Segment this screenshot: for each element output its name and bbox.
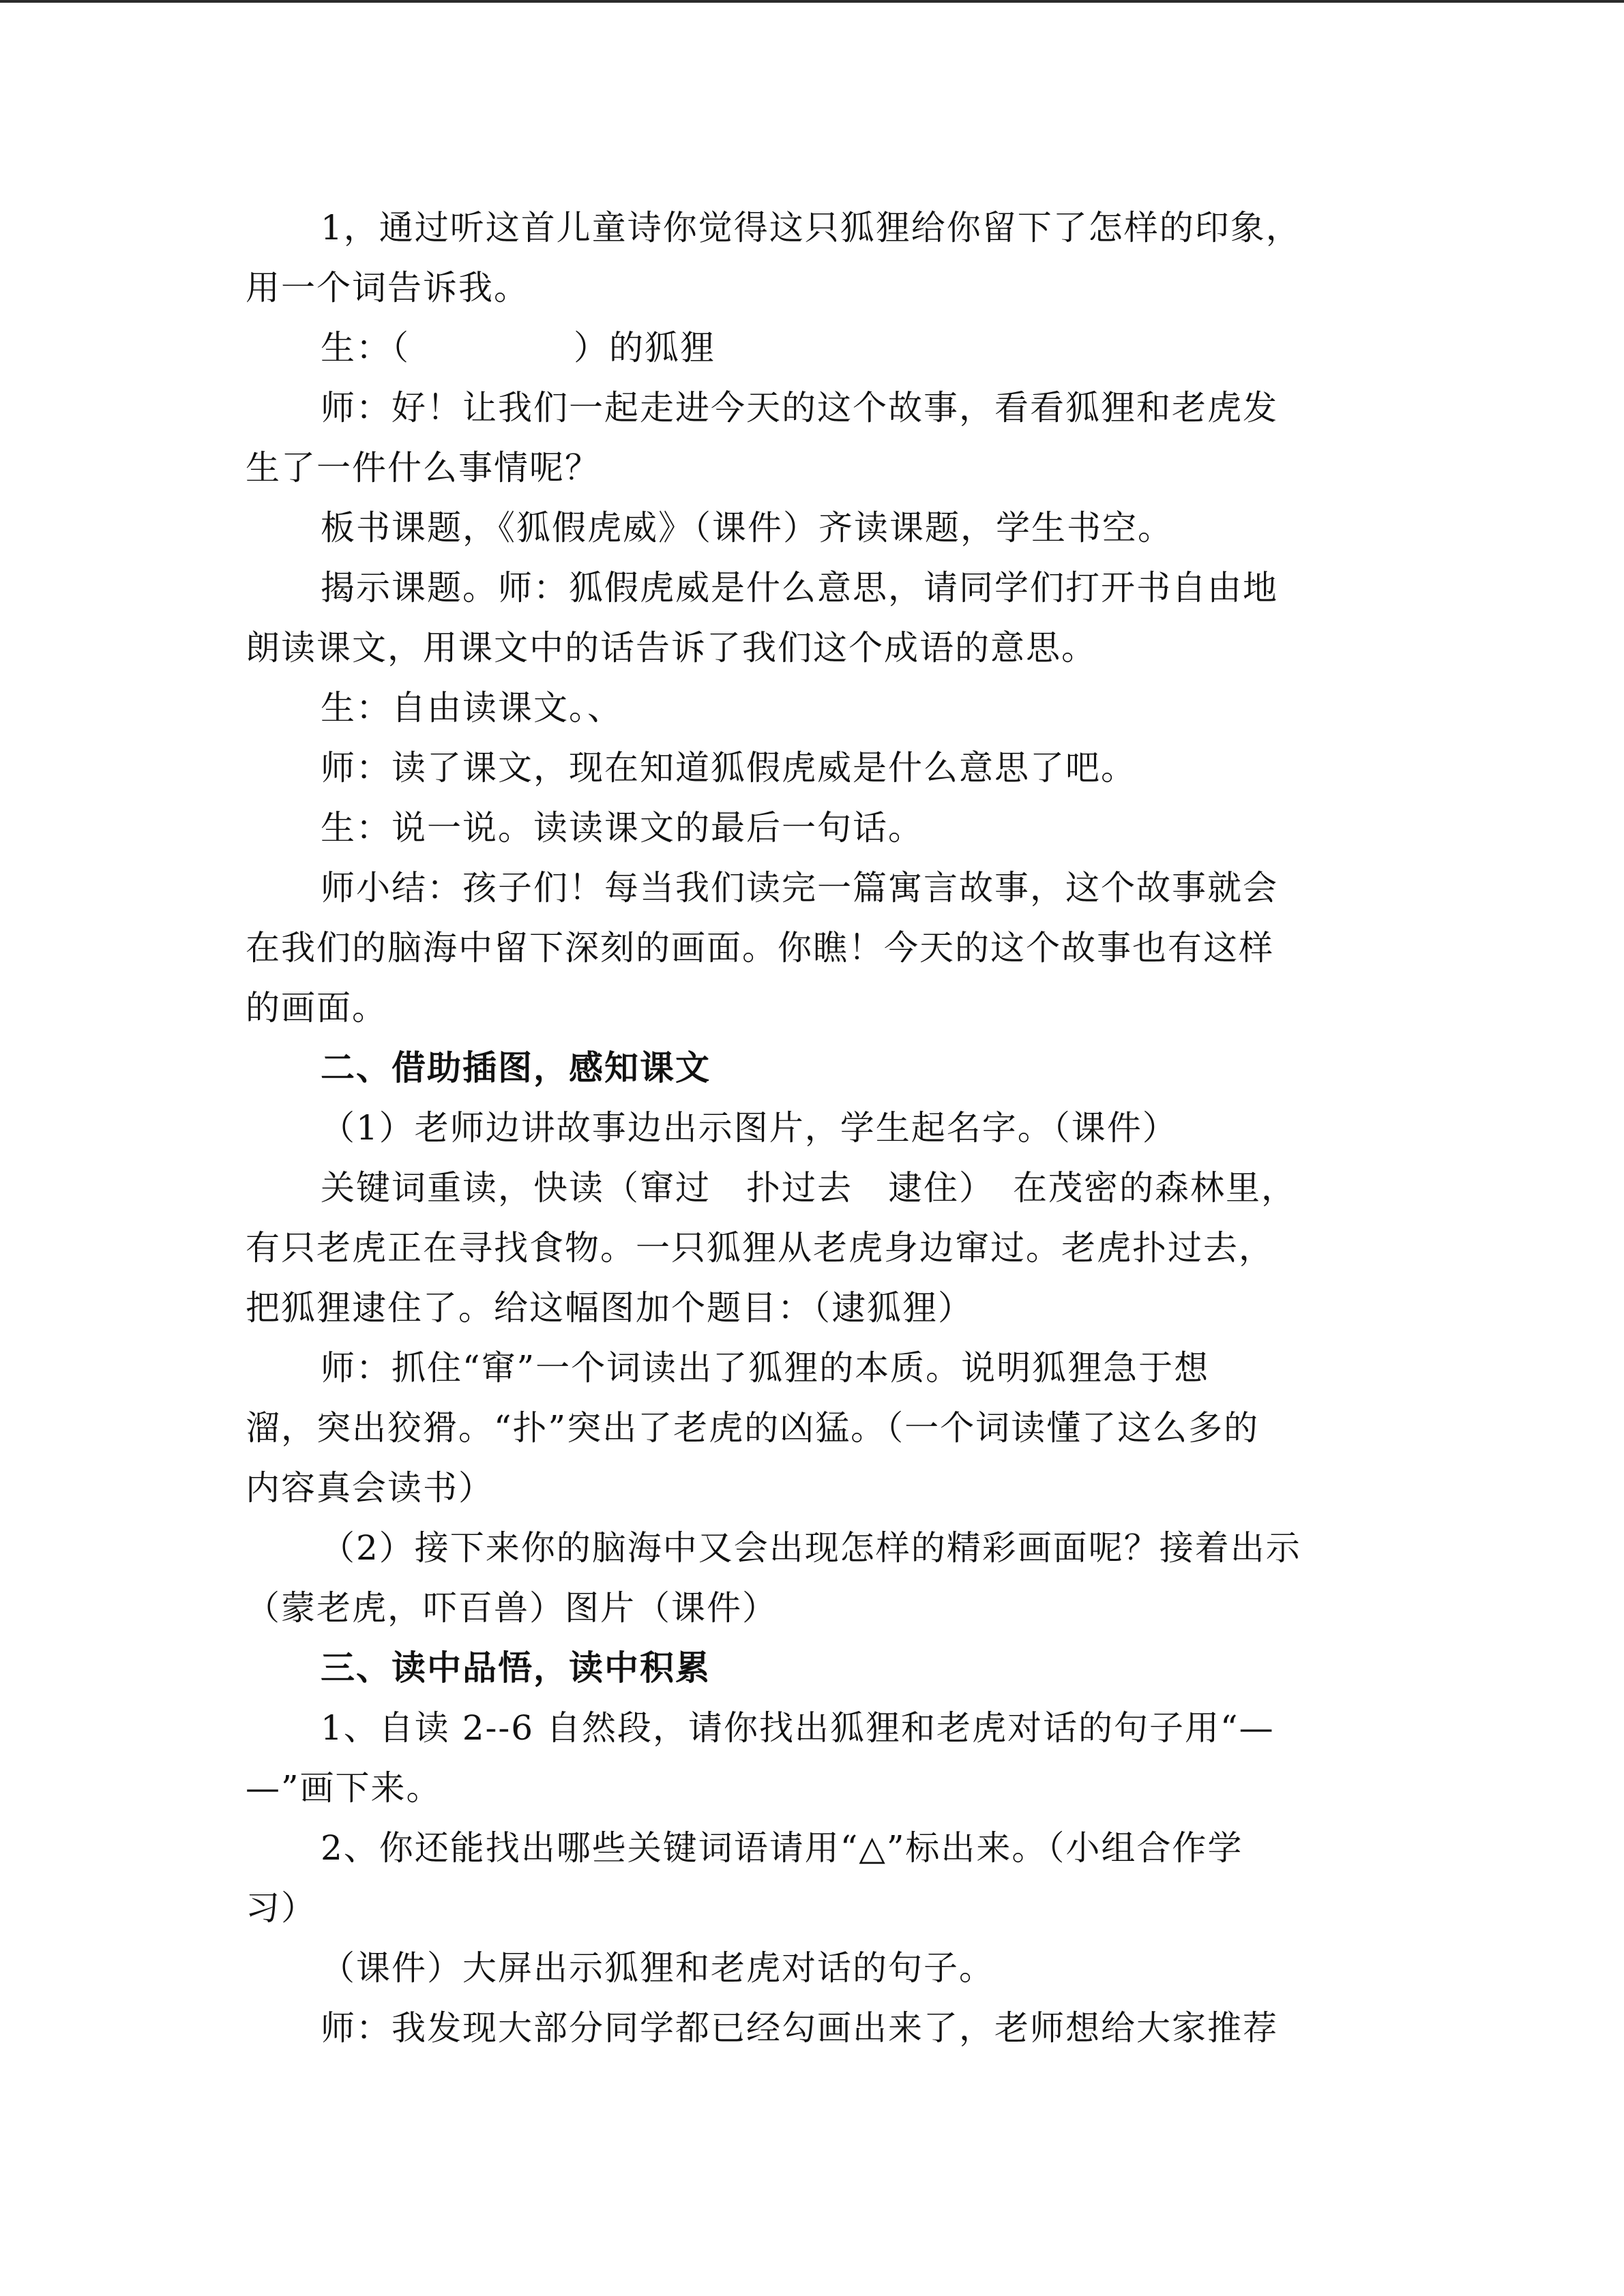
document-page	[246, 198, 1378, 2058]
blank-suffix: ）的狐狸	[574, 328, 715, 368]
text-line: 关键词重读，快读（窜过 扑过去 逮住） 在茂密的森林里，	[321, 1168, 1297, 1208]
section-heading: 三、读中品悟，读中积累	[321, 1648, 711, 1688]
text-line: 1、自读 2--6 自然段，请你找出狐狸和老虎对话的句子用“—	[321, 1708, 1275, 1748]
text-line: —”画下来。	[246, 1768, 442, 1808]
text-line: （1）老师边讲故事边出示图片，学生起名字。（课件）	[321, 1108, 1178, 1148]
section-heading: 二、借助插图，感知课文	[321, 1047, 711, 1088]
text-line: 内容真会读书）	[246, 1468, 494, 1508]
text-line: 师：读了课文，现在知道狐假虎威是什么意思了吧。	[321, 748, 1136, 788]
text-line: （2）接下来你的脑海中又会出现怎样的精彩画面呢？接着出示	[321, 1528, 1301, 1568]
text-line	[246, 318, 1378, 378]
text-line: 的画面。	[246, 988, 387, 1028]
text-line: 师：抓住“窜”一个词读出了狐狸的本质。说明狐狸急于想	[321, 1348, 1210, 1388]
text-line: 溜，突出狡猾。“扑”突出了老虎的凶猛。（一个词读懂了这么多的	[246, 1408, 1260, 1448]
text-line: 师小结：孩子们！每当我们读完一篇寓言故事，这个故事就会	[321, 868, 1278, 908]
text-line: （蒙老虎，吓百兽）图片（课件）	[246, 1588, 778, 1628]
text-line: 板书课题，《狐假虎威》（课件）齐读课题，学生书空。	[321, 508, 1173, 548]
text-line: 生：自由读课文。、	[321, 688, 623, 728]
text-line: 朗读课文，用课文中的话告诉了我们这个成语的意思。	[246, 628, 1097, 668]
text-line: 生：说一说。读读课文的最后一句话。	[321, 808, 924, 848]
blank-prefix: 生：（	[321, 328, 410, 368]
text-line: 师：好！让我们一起走进今天的这个故事，看看狐狸和老虎发	[321, 388, 1278, 428]
text-line: 2、你还能找出哪些关键词语请用“△”标出来。（小组合作学	[321, 1828, 1243, 1868]
text-line: 把狐狸逮住了。给这幅图加个题目：（逮狐狸）	[246, 1288, 973, 1328]
text-line: 用一个词告诉我。	[246, 268, 529, 308]
text-line: 1，通过听这首儿童诗你觉得这只狐狸给你留下了怎样的印象，	[321, 208, 1301, 248]
text-line: 在我们的脑海中留下深刻的画面。你瞧！今天的这个故事也有这样	[246, 928, 1274, 968]
text-line: 师：我发现大部分同学都已经勾画出来了，老师想给大家推荐	[321, 2008, 1278, 2048]
page-top-rule	[0, 0, 1624, 3]
text-line: 揭示课题。师：狐假虎威是什么意思，请同学们打开书自由地	[321, 568, 1278, 608]
text-line: （课件）大屏出示狐狸和老虎对话的句子。	[321, 1948, 994, 1988]
text-line: 生了一件什么事情呢？	[246, 448, 600, 488]
text-line: 习）	[246, 1888, 316, 1928]
text-line: 有只老虎正在寻找食物。一只狐狸从老虎身边窜过。老虎扑过去，	[246, 1228, 1274, 1268]
